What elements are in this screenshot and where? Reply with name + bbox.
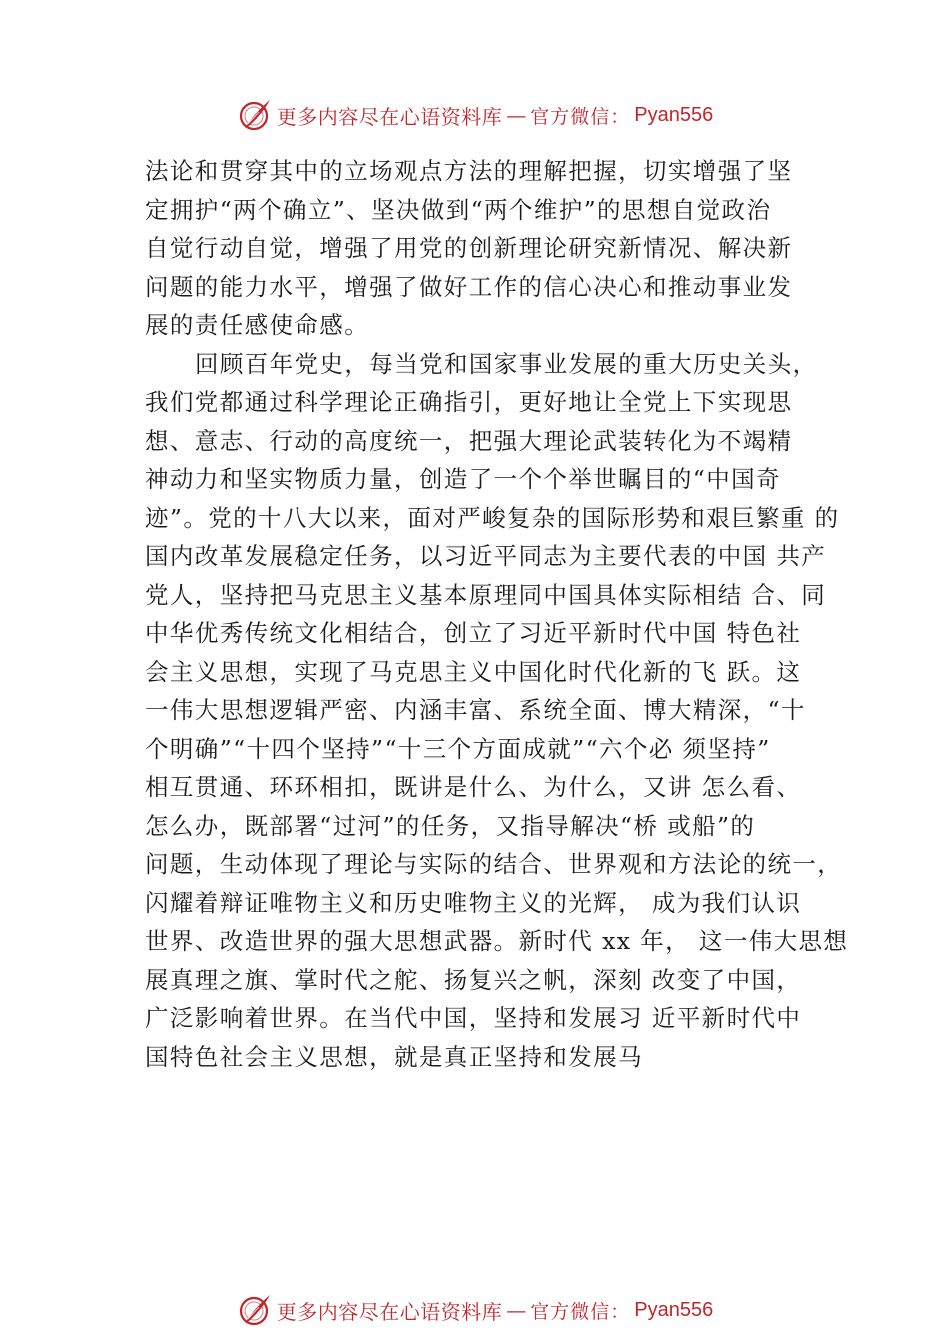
body-line: 问题的能力水平，增强了做好工作的信心决心和推动事业发	[145, 272, 793, 301]
header-wechat-id: Pyan556	[634, 103, 714, 126]
body-line: 国内改革发展稳定任务，以习近平同志为主要代表的中国 共产	[145, 542, 827, 570]
footer-banner	[0, 1290, 950, 1330]
body-line: 中华优秀传统文化相结合，创立了习近平新时代中国 特色社	[145, 619, 802, 647]
body-line: 迹”。党的十八大以来，面对严峻复杂的国际形势和艰巨繁重 的	[145, 503, 840, 532]
body-line: 广泛影响着世界。在当代中国，坚持和发展习 近平新时代中	[145, 1004, 802, 1032]
body-line: 展的责任感使命感。	[145, 311, 370, 339]
footer-wechat-label: 官方微信：	[530, 1300, 631, 1323]
body-line: 会主义思想，实现了马克思主义中国化时代化新的飞 跃。这	[145, 657, 802, 686]
header-brand-text: 更多内容尽在心语资料库	[276, 104, 503, 129]
body-line: 问题，生动体现了理论与实际的结合、世界观和方法论的统一，	[145, 850, 843, 878]
document-body	[145, 152, 849, 1076]
body-line: 世界、改造世界的强大思想武器。新时代 xx 年， 这一伟大思想	[145, 927, 849, 955]
header-banner	[0, 95, 950, 135]
body-line: 党人，坚持把马克思主义基本原理同中国具体实际相结 合、同	[145, 580, 827, 609]
body-line: 法论和贯穿其中的立场观点方法的理解把握，切实增强了坚	[145, 157, 793, 185]
paragraph-start-line: 回顾百年党史，每当党和国家事业发展的重大历史关头，	[195, 349, 818, 378]
body-line: 神动力和坚实物质力量，创造了一个个举世瞩目的“中国奇	[145, 465, 781, 493]
quill-seal-logo-icon	[237, 97, 273, 133]
header-wechat-label: 官方微信：	[530, 105, 631, 128]
body-line: 想、意志、行动的高度统一，把强大理论武装转化为不竭精	[145, 426, 793, 455]
quill-seal-logo-icon	[237, 1292, 273, 1328]
body-line: 闪耀着辩证唯物主义和历史唯物主义的光辉， 成为我们认识	[145, 888, 802, 917]
footer-brand-text: 更多内容尽在心语资料库	[276, 1299, 503, 1324]
body-line: 相互贯通、环环相扣，既讲是什么、为什么，又讲 怎么看、	[145, 773, 802, 801]
body-line: 定拥护“两个确立”、坚决做到“两个维护”的思想自觉政治	[145, 195, 772, 224]
body-line: 怎么办，既部署“过河”的任务，又指导解决“桥 或船”的	[145, 811, 756, 840]
body-line: 国特色社会主义思想，就是真正坚持和发展马	[145, 1042, 643, 1071]
body-line: 自觉行动自觉，增强了用党的创新理论研究新情况、解决新	[145, 234, 793, 262]
body-line: 展真理之旗、掌时代之舵、扬复兴之帆，深刻 改变了中国，	[145, 965, 802, 994]
body-line: 我们党都通过科学理论正确指引，更好地让全党上下实现思	[145, 388, 793, 416]
body-line: 一伟大思想逻辑严密、内涵丰富、系统全面、博大精深，“十	[145, 696, 806, 724]
footer-wechat-id: Pyan556	[634, 1298, 714, 1321]
header-dash: —	[506, 103, 527, 127]
footer-dash: —	[506, 1298, 527, 1322]
body-line: 个明确”“十四个坚持”“十三个方面成就”“六个必 须坚持”	[145, 734, 771, 763]
